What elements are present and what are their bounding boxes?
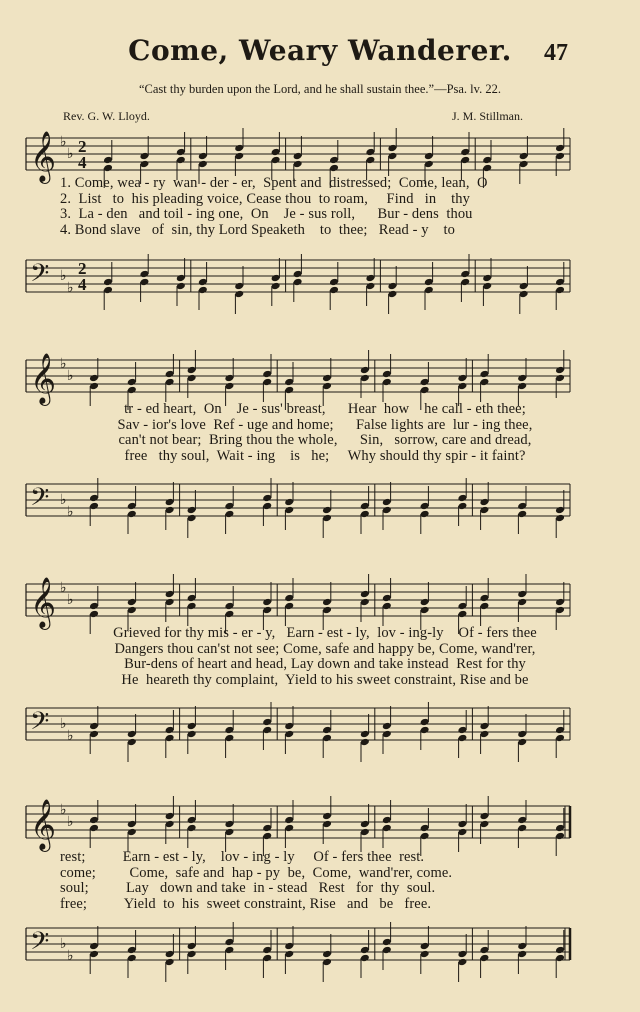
hymn-title: Come, Weary Wanderer.	[128, 34, 512, 67]
flat-icon: ♭	[67, 948, 74, 964]
flat-icon: ♭	[60, 356, 67, 372]
lyrics-block-3	[60, 626, 590, 688]
lyric-line: free thy soul, Wait - ing is he; Why should thy spir - it faint?	[124, 447, 526, 464]
composer-credit: J. M. Stillman.	[452, 109, 524, 123]
bass-staff-2	[22, 472, 574, 532]
treble-staff-3	[22, 572, 574, 632]
time-signature-digit: 4	[78, 275, 87, 294]
lyric-line: can't not bear; Bring thou the whole, Sin, sorrow, care and dread,	[118, 432, 532, 449]
flat-icon: ♭	[67, 146, 74, 162]
treble-clef-icon: 𝄞	[30, 131, 57, 182]
lyric-line: 4. Bond slave of sin, thy Lord Speaketh to thee; Read - y to	[60, 221, 456, 238]
lyrics-block-2	[60, 402, 590, 464]
flat-icon: ♭	[67, 814, 74, 830]
lyric-line: free; Yield to his sweet constraint, Rise and be free.	[60, 895, 432, 912]
treble-staff-2	[22, 348, 574, 408]
flat-icon: ♭	[67, 280, 74, 296]
bass-clef-icon: 𝄢	[30, 483, 50, 518]
scripture-epigraph: “Cast thy burden upon the Lord, and he shall sustain thee.”—Psa. lv. 22.	[139, 82, 501, 96]
bass-clef-icon: 𝄢	[30, 927, 50, 962]
bass-staff-1	[22, 248, 574, 308]
flat-icon: ♭	[67, 368, 74, 384]
lyric-line: Dangers thou can'st not see; Come, safe and happy be, Come, wand'rer,	[114, 640, 536, 657]
time-signature-digit: 2	[78, 137, 87, 156]
flat-icon: ♭	[60, 134, 67, 150]
lyric-line: 1. Come, wea - ry wan - der - er, Spent and distressed; Come, lean, O	[60, 175, 488, 191]
treble-clef-icon: 𝄞	[30, 577, 57, 628]
flat-icon: ♭	[67, 592, 74, 608]
flat-icon: ♭	[67, 728, 74, 744]
lyric-line: Grieved for thy mis - er - y, Earn - est - ly, lov - ing-ly Of - fers thee	[113, 625, 537, 641]
flat-icon: ♭	[60, 492, 67, 508]
treble-clef-icon: 𝄞	[30, 353, 57, 404]
bass-clef-icon: 𝄢	[30, 259, 50, 294]
time-signature-digit: 2	[78, 259, 87, 278]
author-credit: Rev. G. W. Lloyd.	[63, 109, 150, 123]
lyrics-block-4	[60, 850, 590, 912]
lyrics-block-1	[60, 176, 590, 238]
treble-clef-icon: 𝄞	[30, 799, 57, 850]
flat-icon: ♭	[60, 580, 67, 596]
lyric-line: soul; Lay down and take in - stead Rest for thy soul.	[60, 880, 436, 897]
flat-icon: ♭	[60, 936, 67, 952]
bass-staff-4	[22, 916, 574, 976]
flat-icon: ♭	[60, 268, 67, 284]
lyric-line: Bur-dens of heart and head, Lay down and take instead Rest for thy	[124, 656, 526, 673]
lyric-line: Sav - ior's love Ref - uge and home; False lights are lur - ing thee,	[117, 416, 533, 433]
treble-staff-4	[22, 794, 574, 854]
flat-icon: ♭	[67, 504, 74, 520]
lyric-line: come; Come, safe and hap - py be, Come, wand'rer, come.	[60, 864, 453, 881]
lyric-line: 3. La - den and toil - ing one, On Je - sus roll, Bur - dens thou	[60, 206, 473, 223]
lyric-line: tr - ed heart, On Je - sus' breast, Hear how he call - eth thee;	[124, 401, 526, 417]
page-number: 47	[544, 40, 568, 66]
time-signature-digit: 4	[78, 153, 87, 172]
flat-icon: ♭	[60, 716, 67, 732]
bass-staff-3	[22, 696, 574, 756]
lyric-line: He heareth thy complaint, Yield to his sweet constraint, Rise and be	[121, 671, 529, 688]
lyric-line: rest; Earn - est - ly, lov - ing - ly Of - fers thee rest.	[60, 849, 425, 865]
lyric-line: 2. List to his pleading voice, Cease thou to roam, Find in thy	[60, 190, 470, 207]
bass-clef-icon: 𝄢	[30, 707, 50, 742]
flat-icon: ♭	[60, 802, 67, 818]
